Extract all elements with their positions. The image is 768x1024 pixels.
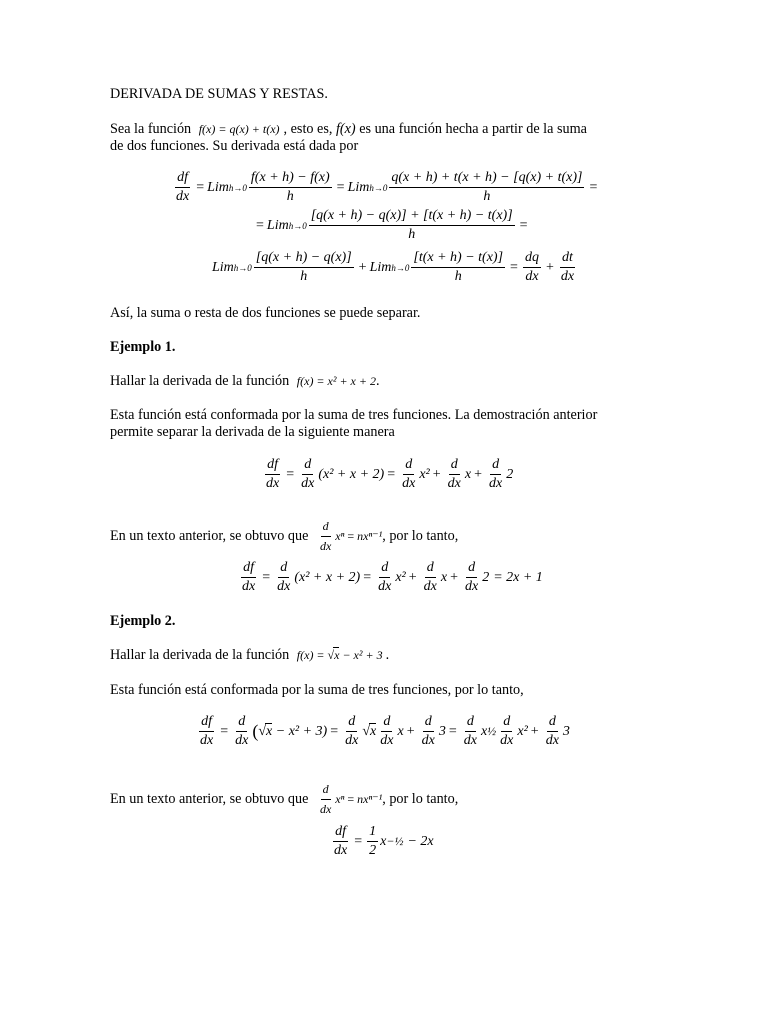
example-1-function: f(x) = x² + x + 2	[296, 374, 376, 388]
example-2-equation: $\frac{df}{dx}$ = $\frac{d}{dx}$ ( √ x − x² + 3) = $\frac{d}{dx}$ √ x $\frac{d}{dx}$ x + $\frac{d}{dx}$ 3 = $\frac{d}{dx}$ x ½ $\frac{d}{dx}$ x² + $\frac{d}{dx}$ 3	[200, 714, 570, 748]
example-2-desc: Esta función está conformada por la suma de tres funciones, por lo tanto,	[110, 682, 524, 698]
example-2-heading: Ejemplo 2.	[110, 613, 176, 629]
derivation-line-3: Lim h→0 $\frac{[q(x + h) - q(x)]}{h}$ + Lim h→0 $\frac{[t(x + h) - t(x)]}{h}$ = $\frac{dq}{dx}$ + $\frac{dt}{dx}$	[212, 250, 575, 284]
example-1-desc-2: permite separar la derivada de la siguiente manera	[110, 424, 395, 440]
intro-line-2: de dos funciones. Su derivada está dada por	[110, 138, 359, 154]
example-1-heading: Ejemplo 1.	[110, 339, 176, 355]
intro-line-1: Sea la función f(x) = q(x) + t(x) , esto es, f(x) es una función hecha a partir de la suma	[110, 121, 587, 137]
example-1-desc-1: Esta función está conformada por la suma de tres funciones. La demostración anterior	[110, 407, 598, 423]
derivation-line-2: = Lim h→0 $\frac{[q(x + h) - q(x)] + [t(x + h) - t(x)]}{h}$ =	[256, 208, 528, 242]
document-title: DERIVADA DE SUMAS Y RESTAS.	[110, 86, 328, 102]
derivation-line-1: $\frac{df}{dx}$ = Lim h→0 $\frac{f(x + h) - f(x)}{h}$ = Lim h→0 $\frac{q(x + h) + t(x + h) - [q(x) + t(x)]}{h}$ =	[176, 170, 598, 204]
function-definition: f(x) = q(x) + t(x)	[198, 122, 280, 136]
paragraph-asi: Así, la suma o resta de dos funciones se puede separar.	[110, 305, 421, 321]
example-2-function: f(x) = √x − x² + 3	[296, 648, 383, 662]
example-1-reference: En un texto anterior, se obtuvo que $\frac{d}{dx}$ xⁿ = nxⁿ⁻¹ , por lo tanto,	[110, 519, 459, 553]
example-1-task: Hallar la derivada de la función f(x) = x² + x + 2.	[110, 373, 380, 389]
example-1-equation-2: $\frac{df}{dx}$ = $\frac{d}{dx}$ (x² + x + 2) = $\frac{d}{dx}$ x² + $\frac{d}{dx}$ x + $\frac{d}{dx}$ 2 = 2x + 1	[242, 560, 543, 594]
example-1-equation-1: $\frac{df}{dx}$ = $\frac{d}{dx}$ (x² + x + 2) = $\frac{d}{dx}$ x² + $\frac{d}{dx}$ x + $\frac{d}{dx}$ 2	[266, 457, 514, 491]
example-2-final-result: $\frac{df}{dx}$ = $\frac{1}{2}$ x −½ − 2x	[334, 824, 434, 858]
example-2-reference: En un texto anterior, se obtuvo que $\frac{d}{dx}$ xⁿ = nxⁿ⁻¹ , por lo tanto,	[110, 782, 459, 816]
example-2-task: Hallar la derivada de la función f(x) = √x − x² + 3 .	[110, 647, 390, 663]
